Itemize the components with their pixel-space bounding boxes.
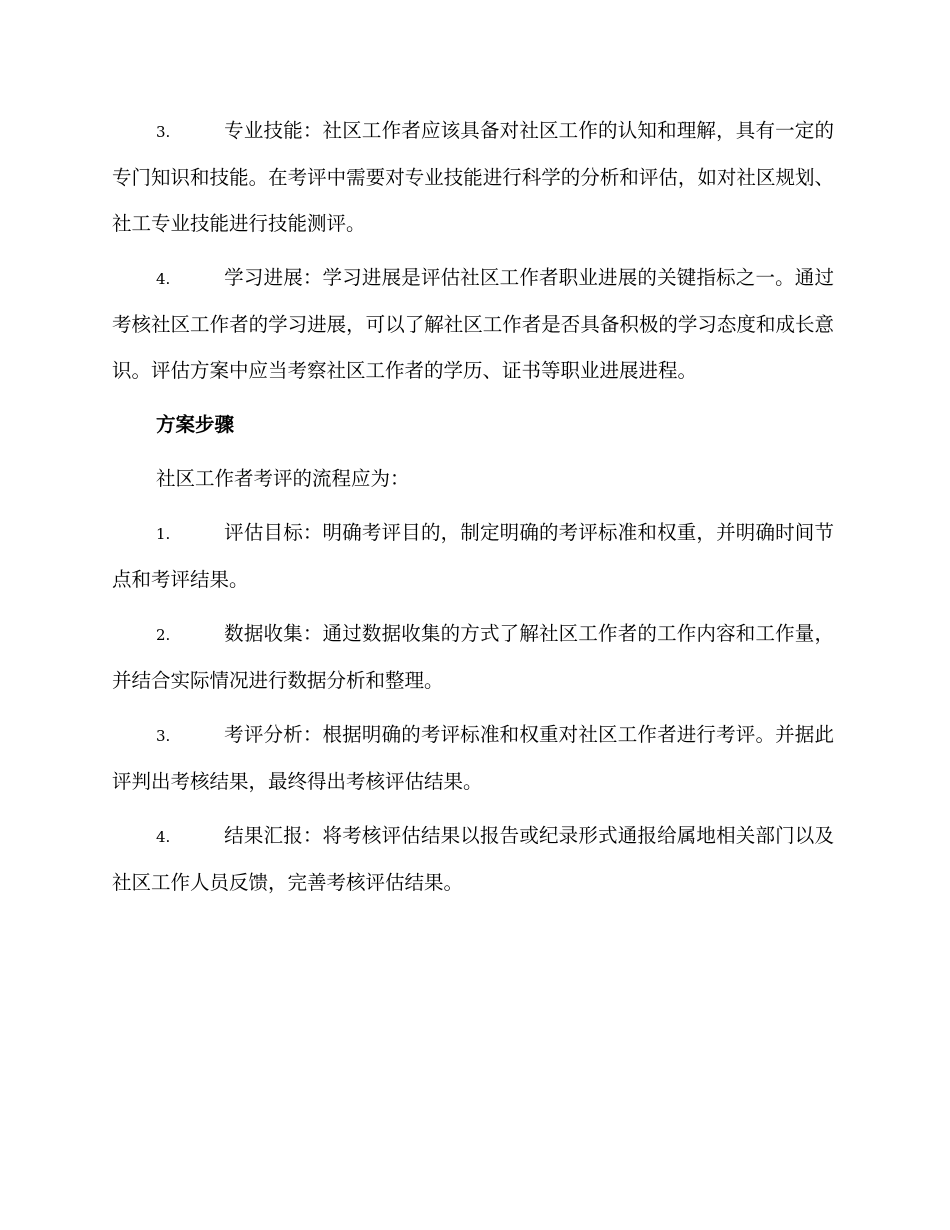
step-text: 评估目标：明确考评目的，制定明确的考评标准和权重，并明确时间节点和考评结果。 <box>112 521 834 591</box>
item-number: 4. <box>156 270 171 288</box>
step-text: 结果汇报：将考核评估结果以报告或纪录形式通报给属地相关部门以及社区工作人员反馈，完善考核评估结果。 <box>112 824 834 894</box>
step-number: 2. <box>156 626 171 644</box>
document-page <box>112 108 834 914</box>
section-heading: 方案步骤 <box>156 413 235 436</box>
step-text: 考评分析：根据明确的考评标准和权重对社区工作者进行考评。并据此评判出考核结果，最终得出考核评估结果。 <box>112 723 834 793</box>
intro-paragraph: 社区工作者考评的流程应为： <box>156 467 410 490</box>
step-item <box>112 712 834 805</box>
step-number: 3. <box>156 727 171 745</box>
step-number: 1. <box>156 525 171 543</box>
criteria-item <box>112 108 834 247</box>
step-number: 4. <box>156 828 171 846</box>
item-number: 3. <box>156 123 171 141</box>
step-item <box>112 611 834 704</box>
step-text: 数据收集：通过数据收集的方式了解社区工作者的工作内容和工作量，并结合实际情况进行数据分析和整理。 <box>112 622 834 692</box>
criteria-item <box>112 255 834 394</box>
step-item <box>112 510 834 603</box>
step-item <box>112 813 834 906</box>
item-text: 学习进展：学习进展是评估社区工作者职业进展的关键指标之一。通过考核社区工作者的学习进展，可以了解社区工作者是否具备积极的学习态度和成长意识。评估方案中应当考察社区工作者的学历、证书等职业进展进程。 <box>112 266 834 382</box>
item-text: 专业技能：社区工作者应该具备对社区工作的认知和理解，具有一定的专门知识和技能。在考评中需要对专业技能进行科学的分析和评估，如对社区规划、社工专业技能进行技能测评。 <box>112 119 834 235</box>
